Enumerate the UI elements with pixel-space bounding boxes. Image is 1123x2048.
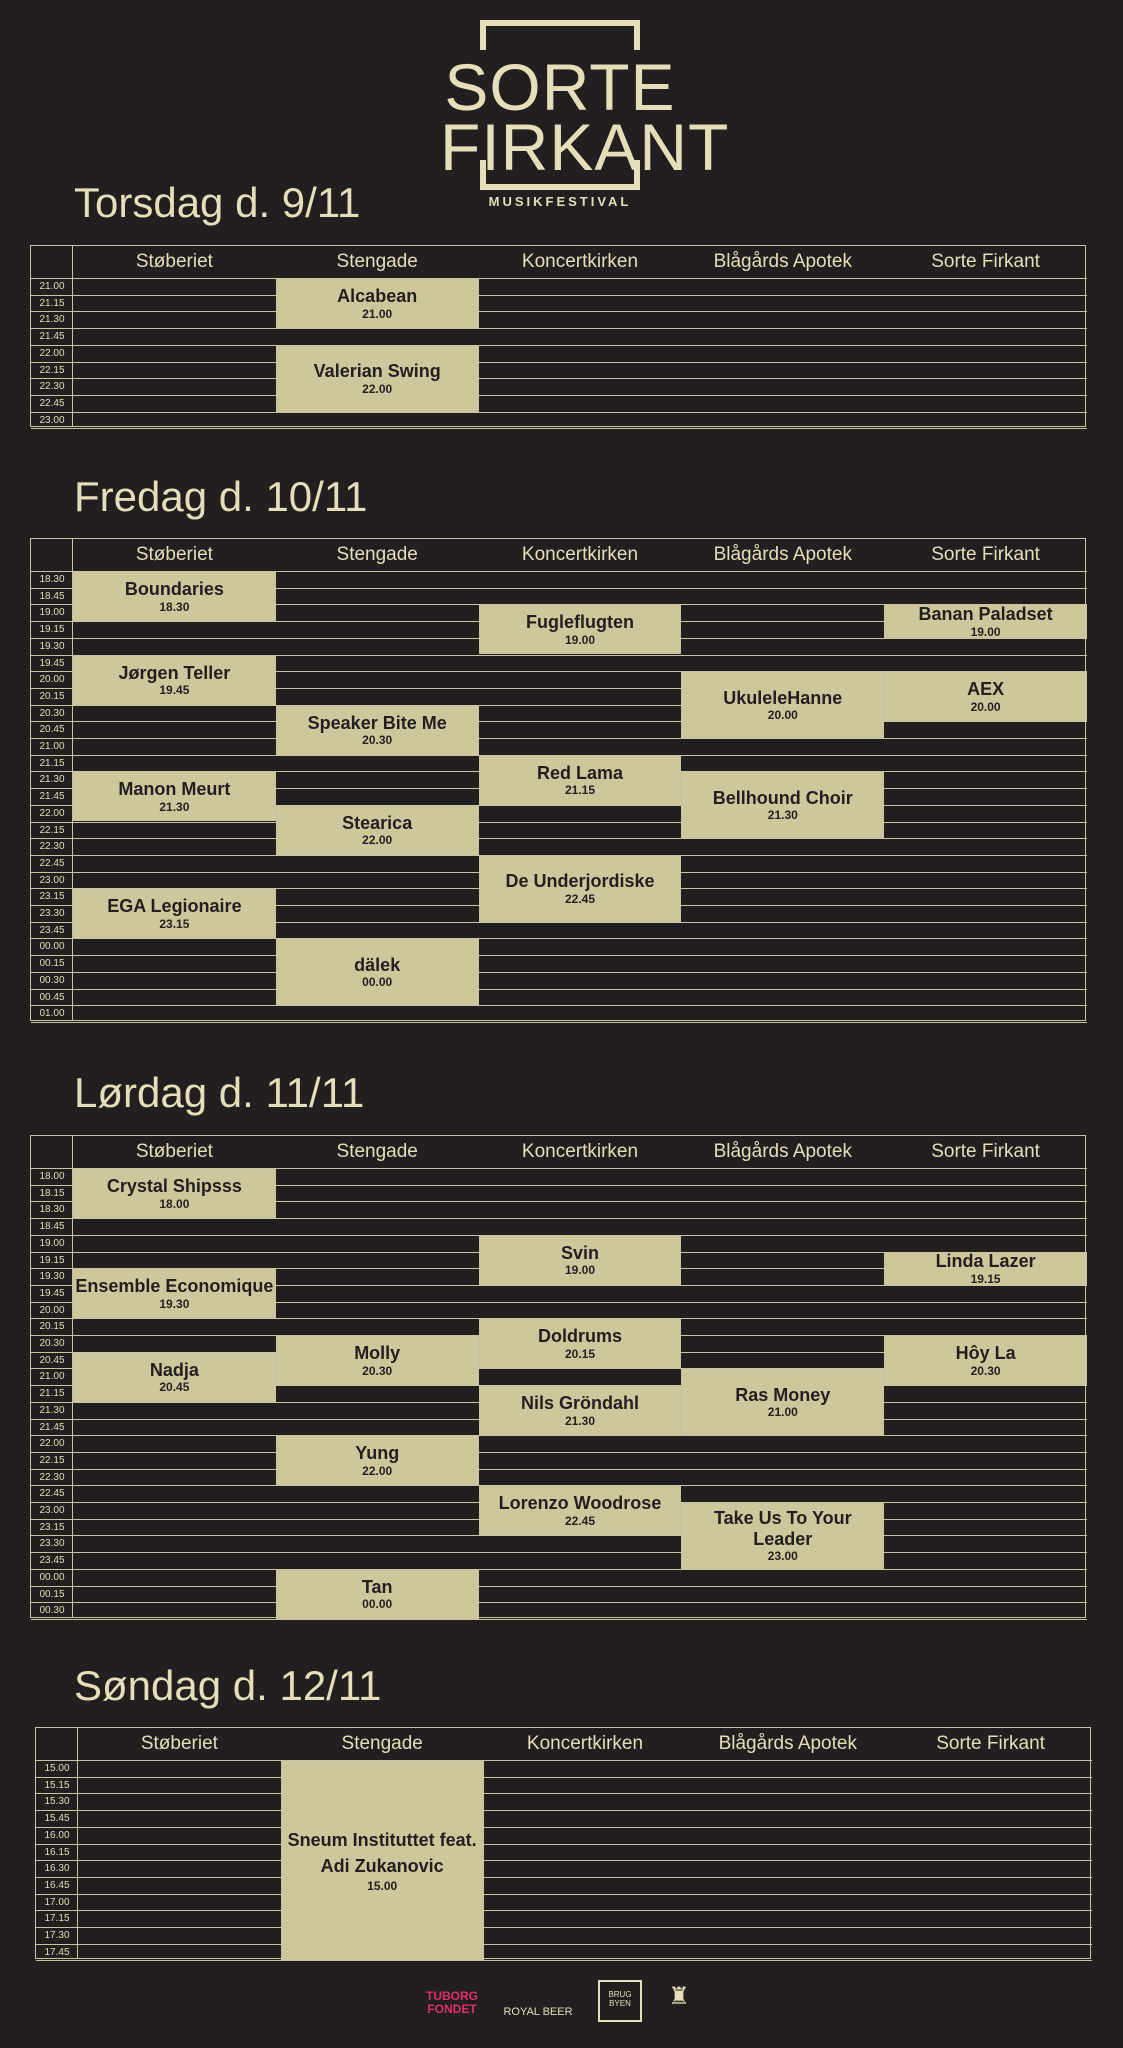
venue-header: Sorte Firkant [931, 251, 1040, 272]
time-label: 22.45 [39, 1488, 65, 1500]
act-time: 20.00 [767, 708, 798, 723]
row-line [31, 1602, 1087, 1603]
time-label: 23.00 [39, 874, 65, 886]
act-block[interactable] [73, 889, 276, 938]
time-label: 22.00 [39, 1438, 65, 1450]
time-label: 20.30 [39, 707, 65, 719]
act-block[interactable] [281, 1761, 484, 1960]
kommune-icon: ♜ [668, 1983, 690, 2010]
act-name: Ras Money [735, 1384, 831, 1405]
time-label: 19.30 [39, 640, 65, 652]
row-line [31, 1619, 1087, 1620]
venue-header: Koncertkirken [521, 251, 639, 272]
act-block[interactable] [276, 806, 479, 855]
row-line [31, 1569, 1087, 1570]
venue-header: Blågårds Apotek [713, 1141, 852, 1162]
time-label: 15.00 [44, 1763, 70, 1774]
row-line [31, 1218, 1087, 1219]
row-line [36, 1844, 1092, 1845]
venue-header: Blågårds Apotek [713, 251, 852, 272]
time-label: 00.15 [39, 958, 65, 970]
act-name: De Underjordiske [505, 871, 655, 892]
time-label: 18.45 [39, 1221, 65, 1233]
venue-header: Sorte Firkant [936, 1733, 1045, 1754]
time-label: 22.00 [39, 347, 65, 359]
logo-line-1: SORTE [444, 50, 676, 124]
act-time: 20.00 [970, 699, 1001, 714]
act-name: Molly [354, 1343, 401, 1363]
act-block[interactable] [479, 1486, 682, 1535]
day-title: Fredag d. 10/11 [74, 473, 368, 520]
act-time: 20.30 [970, 1363, 1001, 1378]
row-line [36, 1760, 1092, 1761]
row-line [31, 1005, 1087, 1006]
act-time: 19.15 [970, 1271, 1001, 1286]
row-line [36, 1827, 1092, 1828]
act-time: 20.45 [159, 1380, 190, 1395]
row-line [31, 1435, 1087, 1436]
venue-header: Koncertkirken [521, 1141, 639, 1162]
row-line [31, 378, 1087, 379]
time-label: 21.15 [39, 757, 65, 769]
time-label: 22.00 [39, 807, 65, 819]
time-label: 21.00 [39, 1371, 65, 1383]
time-label: 22.15 [39, 824, 65, 836]
act-name: Svin [560, 1242, 599, 1263]
act-block[interactable] [884, 605, 1087, 637]
act-time: 19.45 [159, 683, 190, 698]
time-label: 19.15 [39, 1254, 65, 1266]
act-block[interactable] [681, 672, 884, 738]
time-label: 21.30 [39, 774, 65, 786]
time-label: 22.45 [39, 857, 65, 869]
act-block[interactable] [681, 1503, 884, 1569]
act-name: Hôy La [955, 1343, 1016, 1363]
row-line [31, 1586, 1087, 1587]
time-label: 17.15 [44, 1913, 70, 1925]
venue-header: Sorte Firkant [931, 1141, 1040, 1162]
act-block[interactable] [73, 1169, 276, 1218]
sponsor-bar [0, 1980, 1123, 2030]
venue-header: Stengade [336, 1141, 418, 1162]
act-name: Nadja [149, 1359, 199, 1380]
act-block[interactable] [884, 1336, 1087, 1385]
act-time: 22.00 [362, 381, 393, 396]
day-title: Søndag d. 12/11 [74, 1662, 382, 1709]
act-time: 21.15 [564, 783, 595, 798]
act-time: 18.00 [159, 1196, 190, 1211]
act-name: Take Us To Your Leader [713, 1508, 852, 1549]
schedule-grid [35, 1727, 1091, 1959]
time-label: 18.15 [39, 1187, 65, 1199]
row-line [31, 395, 1087, 396]
act-time: 19.00 [564, 1263, 595, 1278]
row-line [31, 1469, 1087, 1470]
act-time: 20.15 [564, 1346, 595, 1361]
sponsor-brug-byen: BRUG BYEN [598, 1980, 642, 2022]
venue-header: Stengade [341, 1733, 423, 1754]
row-line [36, 1777, 1092, 1778]
time-label: 23.15 [39, 1521, 65, 1533]
act-block[interactable] [276, 939, 479, 1005]
schedule-grid [30, 245, 1086, 427]
time-label: 22.15 [39, 1454, 65, 1466]
venue-header: Stengade [336, 544, 418, 565]
time-label: 20.45 [39, 724, 65, 736]
act-name: Crystal Shipsss [106, 1176, 242, 1196]
time-label: 19.00 [39, 607, 65, 619]
act-name: dälek [354, 954, 401, 975]
logo-subtitle: MUSIKFESTIVAL [488, 194, 632, 209]
act-block[interactable] [276, 279, 479, 328]
time-label: 18.00 [39, 1171, 65, 1182]
row-line [31, 738, 1087, 739]
act-block[interactable] [73, 1269, 276, 1318]
time-label: 16.45 [44, 1879, 70, 1891]
time-label: 23.00 [39, 414, 65, 426]
act-block[interactable] [73, 572, 276, 621]
day-title: Torsdag d. 9/11 [74, 179, 361, 226]
row-line [31, 362, 1087, 363]
time-label: 20.15 [39, 1321, 65, 1333]
time-label: 22.45 [39, 397, 65, 409]
row-line [31, 989, 1087, 990]
act-name: Jørgen Teller [118, 662, 231, 683]
time-label: 22.15 [39, 364, 65, 376]
act-name: Banan Paladset [918, 604, 1053, 625]
act-name: EGA Legionaire [107, 896, 242, 917]
time-label: 23.45 [39, 924, 65, 936]
time-label: 18.30 [39, 1204, 65, 1216]
time-label: 01.00 [39, 1008, 65, 1020]
act-block[interactable] [681, 1369, 884, 1435]
row-line [31, 822, 1087, 823]
time-label: 22.30 [39, 1471, 65, 1483]
time-label: 00.00 [39, 1571, 65, 1583]
row-line [31, 938, 1087, 939]
act-time: 20.30 [362, 733, 393, 748]
venue-header: Koncertkirken [526, 1733, 644, 1754]
act-time: 21.00 [362, 306, 393, 321]
time-label: 17.45 [44, 1946, 70, 1958]
logo-line-2: FIRKANT [440, 110, 730, 184]
act-name: Alcabean [337, 286, 418, 306]
row-line [36, 1793, 1092, 1794]
act-block[interactable] [276, 1570, 479, 1619]
act-block[interactable] [73, 1353, 276, 1402]
venue-header: Blågårds Apotek [713, 544, 852, 565]
venue-header: Koncertkirken [521, 544, 639, 565]
row-line [31, 328, 1087, 329]
venue-header: Sorte Firkant [931, 544, 1040, 565]
time-label: 19.45 [39, 657, 65, 669]
time-label: 21.15 [39, 1388, 65, 1400]
time-label: 21.00 [39, 741, 65, 752]
act-block[interactable] [884, 1253, 1087, 1285]
venue-header: Stengade [336, 251, 418, 272]
act-time: 18.30 [159, 599, 190, 614]
time-label: 20.00 [39, 674, 65, 686]
act-name: Ensemble Economique [75, 1276, 274, 1297]
act-name: Fugleflugten [526, 612, 634, 633]
row-line [36, 1910, 1092, 1911]
act-block[interactable] [479, 605, 682, 654]
time-label: 18.30 [39, 574, 65, 585]
act-block[interactable] [276, 1336, 479, 1385]
act-block[interactable] [276, 1436, 479, 1485]
act-block[interactable] [479, 856, 682, 922]
act-block[interactable] [276, 706, 479, 755]
day-title: Lørdag d. 11/11 [74, 1069, 365, 1116]
act-name: Lorenzo Woodrose [498, 1493, 662, 1514]
time-label: 19.45 [39, 1287, 65, 1299]
act-name: Red Lama [536, 762, 623, 783]
row-line [31, 972, 1087, 973]
act-name: Stearica [342, 812, 413, 833]
act-block[interactable] [479, 1386, 682, 1435]
act-name: AEX [967, 679, 1005, 700]
time-label: 21.45 [39, 791, 65, 803]
row-line [36, 1927, 1092, 1928]
schedule-grid [30, 1135, 1086, 1618]
time-label: 00.30 [39, 974, 65, 986]
row-line [31, 295, 1087, 296]
act-time: 19.30 [159, 1296, 190, 1311]
act-block[interactable] [479, 1236, 682, 1285]
act-name: Speaker Bite Me [307, 712, 447, 733]
act-block[interactable] [73, 772, 276, 821]
venue-header: Blågårds Apotek [718, 1733, 857, 1754]
row-line [36, 1877, 1092, 1878]
act-name: Sneum Instituttet feat. Adi Zukanovic [287, 1830, 477, 1876]
act-name: UkuleleHanne [723, 687, 843, 708]
venue-header: Støberiet [135, 251, 213, 272]
time-label: 16.15 [44, 1846, 70, 1858]
row-line [36, 1944, 1092, 1945]
row-line [31, 1022, 1087, 1023]
time-label: 21.00 [39, 281, 65, 292]
act-time: 21.30 [159, 800, 190, 815]
time-label: 15.45 [44, 1813, 70, 1825]
act-name: Nils Gröndahl [520, 1393, 639, 1414]
act-time: 00.00 [362, 1597, 393, 1612]
time-label: 19.15 [39, 624, 65, 636]
time-label: 16.00 [44, 1829, 70, 1841]
act-name: Bellhound Choir [712, 787, 853, 808]
time-label: 15.30 [44, 1796, 70, 1808]
row-line [31, 278, 1087, 279]
row-line [36, 1810, 1092, 1811]
act-time: 22.45 [564, 891, 595, 906]
time-label: 15.15 [44, 1779, 70, 1791]
act-time: 23.00 [767, 1549, 798, 1564]
act-block[interactable] [73, 656, 276, 705]
time-label: 22.30 [39, 841, 65, 853]
act-time: 19.00 [970, 624, 1001, 639]
act-time: 22.00 [362, 833, 393, 848]
row-line [31, 311, 1087, 312]
row-line [31, 412, 1087, 413]
act-time: 00.00 [362, 975, 393, 990]
row-line [31, 955, 1087, 956]
act-name: Tan [361, 1576, 393, 1597]
festival-logo [440, 20, 730, 220]
time-label: 19.30 [39, 1271, 65, 1283]
time-label: 22.30 [39, 381, 65, 393]
time-label: 21.15 [39, 297, 65, 309]
act-time: 22.45 [564, 1513, 595, 1528]
act-name: Doldrums [537, 1326, 622, 1347]
time-label: 17.00 [44, 1896, 70, 1908]
time-label: 21.45 [39, 1421, 65, 1433]
time-label: 20.00 [39, 1304, 65, 1316]
act-block[interactable] [479, 756, 682, 805]
act-time: 23.15 [159, 916, 190, 931]
act-time: 22.00 [362, 1463, 393, 1478]
row-line [36, 1894, 1092, 1895]
time-label: 23.00 [39, 1505, 65, 1516]
time-label: 18.45 [39, 590, 65, 602]
time-label: 20.45 [39, 1354, 65, 1366]
venue-header: Støberiet [140, 1733, 218, 1754]
row-line [31, 1535, 1087, 1536]
row-line [31, 838, 1087, 839]
act-block[interactable] [479, 1319, 682, 1368]
act-time: 21.30 [564, 1413, 595, 1428]
act-block[interactable] [276, 346, 479, 412]
sponsor-royal-beer: ROYAL BEER [503, 2006, 573, 2018]
act-time: 20.30 [362, 1363, 393, 1378]
time-label: 21.30 [39, 314, 65, 326]
row-line [31, 1452, 1087, 1453]
venue-header: Støberiet [135, 1141, 213, 1162]
row-line [31, 1552, 1087, 1553]
act-name: Linda Lazer [935, 1251, 1036, 1272]
act-block[interactable] [884, 672, 1087, 721]
act-time: 21.30 [767, 808, 798, 823]
time-label: 00.15 [39, 1588, 65, 1600]
act-time: 21.00 [767, 1405, 798, 1420]
time-label: 17.30 [44, 1930, 70, 1941]
act-time: 15.00 [367, 1878, 398, 1893]
row-line [36, 1860, 1092, 1861]
schedule-grid [30, 538, 1086, 1021]
act-name: Boundaries [124, 579, 224, 599]
time-label: 23.45 [39, 1555, 65, 1567]
act-name: Yung [355, 1443, 400, 1464]
time-label: 21.30 [39, 1404, 65, 1416]
time-label: 16.30 [44, 1863, 70, 1875]
row-line [36, 1960, 1092, 1961]
row-line [31, 345, 1087, 346]
row-line [31, 428, 1087, 429]
time-label: 23.30 [39, 1538, 65, 1550]
act-block[interactable] [681, 772, 884, 838]
time-label: 23.30 [39, 908, 65, 919]
time-label: 19.00 [39, 1237, 65, 1249]
act-time: 19.00 [564, 633, 595, 648]
time-label: 00.30 [39, 1605, 65, 1617]
act-name: Manon Meurt [118, 779, 231, 800]
sponsor-tuborg: TUBORG FONDET [426, 1989, 478, 2017]
row-line [31, 721, 1087, 722]
time-label: 21.45 [39, 331, 65, 343]
time-label: 20.15 [39, 690, 65, 702]
act-name: Valerian Swing [313, 361, 441, 382]
venue-header: Støberiet [135, 544, 213, 565]
time-label: 00.45 [39, 991, 65, 1003]
time-label: 23.15 [39, 891, 65, 903]
time-label: 00.00 [39, 941, 65, 953]
time-label: 20.30 [39, 1338, 65, 1349]
